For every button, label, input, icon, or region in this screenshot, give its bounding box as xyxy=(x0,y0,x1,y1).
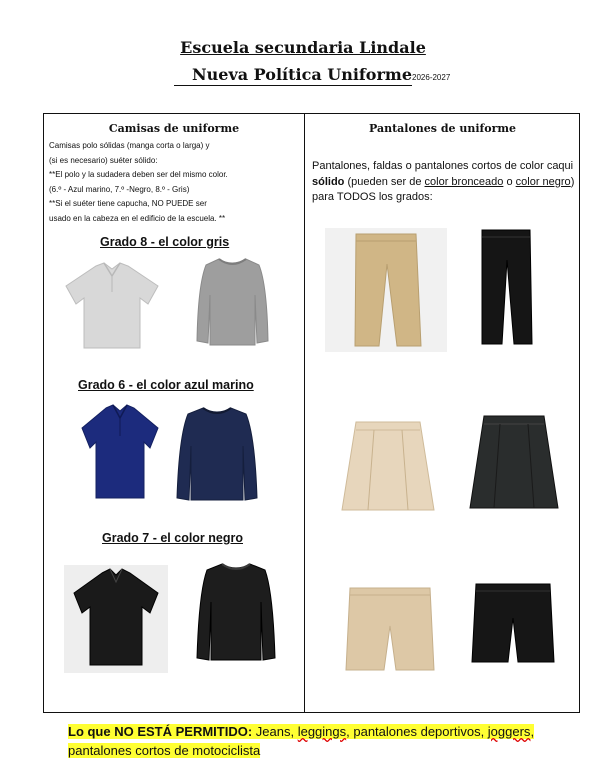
shirts-line: (6.º - Azul marino, 7.º -Negro, 8.º - Gris) xyxy=(49,184,190,194)
grade-8-label: Grado 8 - el color gris xyxy=(100,235,230,249)
gray-polo-shirt-image xyxy=(62,260,162,352)
policy-title: Nueva Política Uniforme2026-2027 xyxy=(174,65,450,86)
black-color-link: color negro xyxy=(515,175,571,188)
khaki-skirt-image xyxy=(338,418,438,514)
shirts-line: usado en la cabeza en el edificio de la escuela. ** xyxy=(49,213,226,223)
black-skirt-image xyxy=(468,412,560,512)
khaki-pants-image xyxy=(325,228,447,352)
grade-7-label: Grado 7 - el color negro xyxy=(102,531,243,545)
shirts-line: **El polo y la sudadera deben ser del mismo color. xyxy=(49,170,228,179)
shirts-line: **Si el suéter tiene capucha, NO PUEDE ser xyxy=(49,199,207,208)
grade-6-label: Grado 6 - el color azul marino xyxy=(78,378,254,392)
policy-year: 2026-2027 xyxy=(412,73,451,82)
pants-description: Pantalones, faldas o pantalones cortos de color caqui sólido (pueden ser de color bronceado o color negro) para TODOS los grados: xyxy=(312,160,575,203)
gray-sweater-image xyxy=(195,255,270,348)
tan-color-link: color bronceado xyxy=(424,175,504,188)
khaki-shorts-image xyxy=(344,586,436,676)
shirts-description xyxy=(49,139,299,226)
pants-heading: Pantalones de uniforme xyxy=(368,122,517,135)
shirts-heading: Camisas de uniforme xyxy=(108,122,240,135)
school-title: Escuela secundaria Lindale xyxy=(180,38,426,57)
black-shorts-image xyxy=(470,582,556,668)
not-allowed-label: Lo que NO ESTÁ PERMITIDO: xyxy=(68,724,253,739)
shirts-line: (si es necesario) suéter sólido: xyxy=(49,155,158,165)
not-allowed-note: Lo que NO ESTÁ PERMITIDO: Jeans, leggings, pantalones deportivos, joggers, pantalones cortos de motociclista xyxy=(68,724,535,758)
black-polo-shirt-image xyxy=(64,565,168,673)
shirts-line: Camisas polo sólidas (manga corta o larga) y xyxy=(49,141,210,150)
column-divider xyxy=(304,113,305,713)
black-sweater-image xyxy=(195,560,277,662)
navy-sweater-image xyxy=(175,404,259,502)
black-pants-image xyxy=(478,228,534,348)
navy-polo-shirt-image xyxy=(80,402,160,500)
